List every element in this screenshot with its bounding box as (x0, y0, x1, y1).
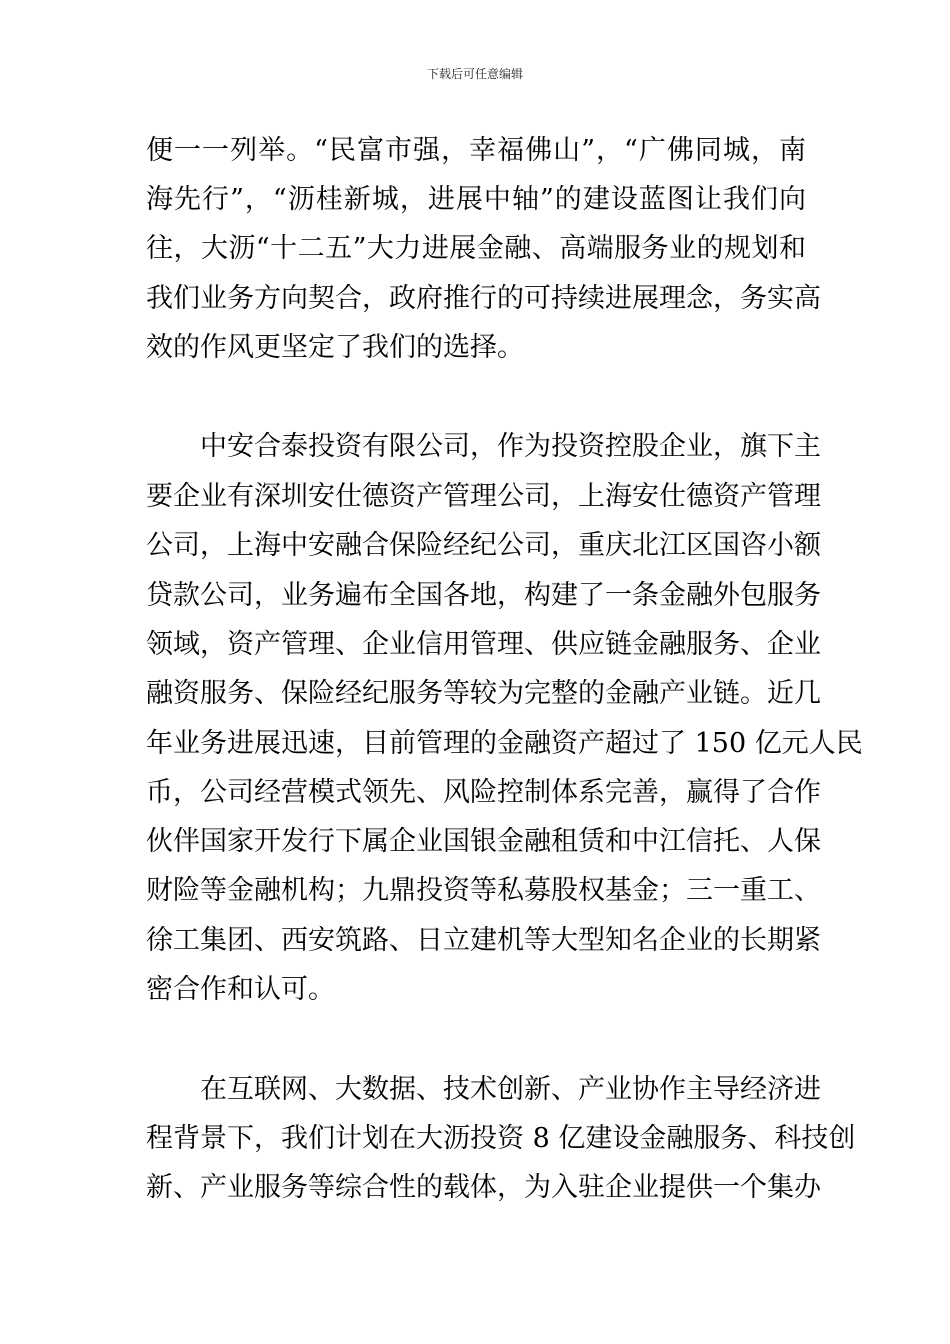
paragraph-3-line-3: 新、产业服务等综合性的载体，为入驻企业提供一个集办 (146, 1172, 821, 1203)
paragraph-2-line-10: 财险等金融机构；九鼎投资等私募股权基金；三一重工、 (146, 875, 821, 906)
header-note: 下载后可任意编辑 (426, 67, 523, 81)
paragraph-2-line-11: 徐工集团、西安筑路、日立建机等大型知名企业的长期紧 (146, 925, 821, 956)
paragraph-1-line-3: 往，大沥“十二五”大力进展金融、高端服务业的规划和 (146, 233, 806, 264)
paragraph-2-line-8: 币，公司经营模式领先、风险控制体系完善，赢得了合作 (146, 777, 821, 808)
paragraph-2-line-5: 领域，资产管理、企业信用管理、供应链金融服务、企业 (146, 629, 821, 660)
paragraph-2-line-3: 公司，上海中安融合保险经纪公司，重庆北江区国咨小额 (146, 530, 821, 561)
paragraph-2-line-7: 年业务进展迅速，目前管理的金融资产超过了 150 亿元人民 (146, 728, 863, 759)
paragraph-2-line-12: 密合作和认可。 (146, 974, 335, 1005)
paragraph-2-line-4: 贷款公司，业务遍布全国各地，构建了一条金融外包服务 (146, 580, 821, 611)
paragraph-2-line-9: 伙伴国家开发行下属企业国银金融租赁和中江信托、人保 (146, 826, 821, 857)
paragraph-3-line-2: 程背景下，我们计划在大沥投资 8 亿建设金融服务、科技创 (146, 1123, 856, 1154)
paragraph-2-line-1: 中安合泰投资有限公司，作为投资控股企业，旗下主 (200, 431, 821, 462)
paragraph-2-line-6: 融资服务、保险经纪服务等较为完整的金融产业链。近几 (146, 678, 821, 709)
paragraph-1-line-5: 效的作风更坚定了我们的选择。 (146, 332, 524, 363)
paragraph-1-line-4: 我们业务方向契合，政府推行的可持续进展理念，务实高 (146, 283, 821, 314)
paragraph-3-line-1: 在互联网、大数据、技术创新、产业协作主导经济进 (200, 1074, 821, 1105)
paragraph-1-line-2: 海先行”，“沥桂新城，进展中轴”的建设蓝图让我们向 (146, 184, 806, 215)
paragraph-1-line-1: 便一一列举。“民富市强，幸福佛山”，“广佛同城，南 (146, 135, 806, 166)
paragraph-2-line-2: 要企业有深圳安仕德资产管理公司，上海安仕德资产管理 (146, 481, 821, 512)
